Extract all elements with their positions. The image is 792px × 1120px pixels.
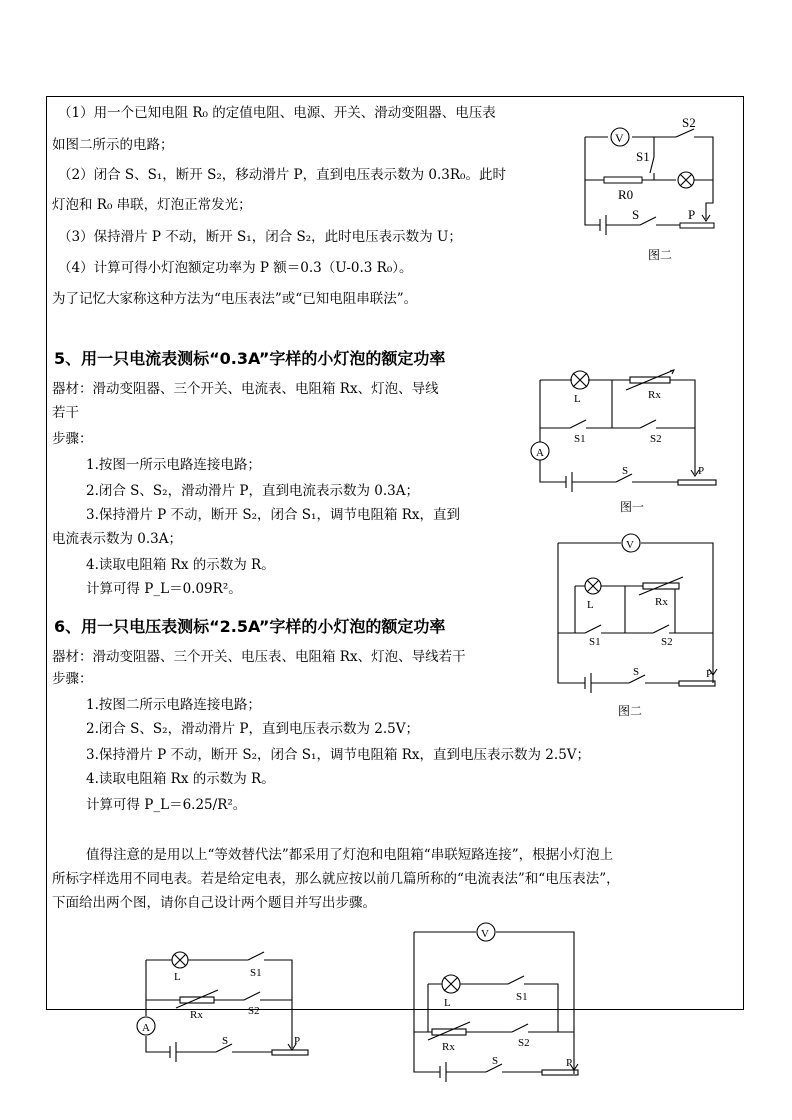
switch-label: S1	[589, 636, 601, 648]
section-heading: 5、用一只电流表测标“0.3A”字样的小灯泡的额定功率	[54, 349, 446, 368]
switch-label: S	[632, 207, 640, 222]
text-line: 器材：滑动变阻器、三个开关、电压表、电阻箱 Rx、灯泡、导线若干	[52, 649, 466, 665]
switch-label: S	[622, 465, 629, 477]
circuit-diagram-voltmeter	[555, 533, 720, 693]
text-line: 步骤：	[52, 671, 93, 687]
switch-label: S1	[516, 991, 528, 1003]
voltmeter-label: V	[626, 539, 634, 551]
slider-label: P	[294, 1035, 301, 1047]
text-line: 3.保持滑片 P 不动，断开 S₂，闭合 S₁，调节电阻箱 Rx，直到电压表示数为 2.5V；	[86, 747, 591, 763]
text-line: 值得注意的是用以上“等效替代法”都采用了灯泡和电阻箱“串联短路连接”，根据小灯泡上	[86, 847, 614, 863]
switch-label: S1	[250, 967, 262, 979]
switch-label: S1	[636, 149, 650, 164]
circuit-diagram-r0	[580, 115, 720, 245]
text-line: 若干	[52, 405, 79, 421]
text-line: （3）保持滑片 P 不动，断开 S₁，闭合 S₂，此时电压表示数为 U；	[58, 229, 462, 245]
text-line: （2）闭合 S、S₁，断开 S₂，移动滑片 P，直到电压表示数为 0.3R₀。此时	[58, 167, 506, 183]
voltmeter-label: V	[615, 131, 624, 145]
text-line: 灯泡和 R₀ 串联，灯泡正常发光；	[52, 197, 252, 213]
resistor-label: R0	[618, 187, 634, 202]
switch-label: S1	[574, 433, 586, 445]
text-line: 计算可得 P_L＝0.09R²。	[86, 581, 242, 597]
figure-caption: 图一	[620, 500, 645, 514]
text-line: 步骤：	[52, 431, 93, 447]
ammeter-label: A	[536, 447, 544, 459]
text-line: 为了记忆大家称这种方法为“电压表法”或“已知电阻串联法”。	[52, 291, 418, 307]
slider-label: P	[566, 1057, 573, 1069]
circuit-diagram-bottom-right	[408, 918, 584, 1088]
circuit-diagram-bottom-left	[132, 940, 312, 1060]
figure-caption: 图二	[648, 248, 673, 262]
slider-label: P	[698, 465, 705, 477]
text-line: 如图二所示的电路；	[52, 137, 174, 153]
switch-label: S2	[248, 1005, 260, 1017]
text-line: 1.按图一所示电路连接电路；	[86, 457, 261, 473]
switch-label: S2	[682, 115, 696, 130]
slider-label: P	[706, 668, 713, 680]
circuit-diagram-ammeter	[530, 366, 720, 491]
text-line: 3.保持滑片 P 不动，断开 S₂，闭合 S₁，调节电阻箱 Rx，直到	[86, 507, 461, 523]
text-line: 电流表示数为 0.3A；	[52, 531, 183, 547]
rx-label: Rx	[648, 389, 661, 401]
figure-caption: 图二	[618, 704, 643, 718]
switch-label: S2	[661, 636, 673, 648]
rx-label: Rx	[442, 1041, 455, 1053]
lamp-label: L	[587, 599, 594, 611]
switch-label: S2	[650, 433, 662, 445]
text-line: 2.闭合 S、S₂，滑动滑片 P，直到电压表示数为 2.5V；	[86, 721, 419, 737]
text-line: 计算可得 P_L＝6.25/R²。	[86, 797, 247, 813]
text-line: 所标字样选用不同电表。若是给定电表，那么就应按以前几篇所称的“电流表法”和“电压表法”，	[52, 871, 620, 887]
lamp-label: L	[574, 393, 581, 405]
section-heading: 6、用一只电压表测标“2.5A”字样的小灯泡的额定功率	[54, 617, 446, 636]
switch-label: S	[633, 666, 640, 678]
text-line: 下面给出两个图，请你自己设计两个题目并写出步骤。	[52, 895, 376, 911]
text-line: 4.读取电阻箱 Rx 的示数为 R。	[86, 771, 275, 787]
switch-label: S	[492, 1055, 499, 1067]
text-line: （4）计算可得小灯泡额定功率为 P 额＝0.3（U-0.3 R₀）。	[58, 260, 413, 276]
rx-label: Rx	[655, 596, 668, 608]
text-line: 4.读取电阻箱 Rx 的示数为 R。	[86, 557, 275, 573]
switch-label: S	[222, 1035, 229, 1047]
switch-label: S2	[518, 1037, 530, 1049]
text-line: （1）用一个已知电阻 R₀ 的定值电阻、电源、开关、滑动变阻器、电压表	[58, 105, 496, 121]
text-line: 1.按图二所示电路连接电路；	[86, 697, 261, 713]
text-line: 2.闭合 S、S₂，滑动滑片 P，直到电流表示数为 0.3A；	[86, 483, 419, 499]
text-line: 器材：滑动变阻器、三个开关、电流表、电阻箱 Rx、灯泡、导线	[52, 381, 439, 397]
rx-label: Rx	[190, 1009, 203, 1021]
voltmeter-label: V	[481, 928, 489, 940]
ammeter-label: A	[142, 1022, 150, 1034]
slider-label: P	[688, 207, 696, 222]
lamp-label: L	[174, 971, 181, 983]
lamp-label: L	[444, 997, 451, 1009]
